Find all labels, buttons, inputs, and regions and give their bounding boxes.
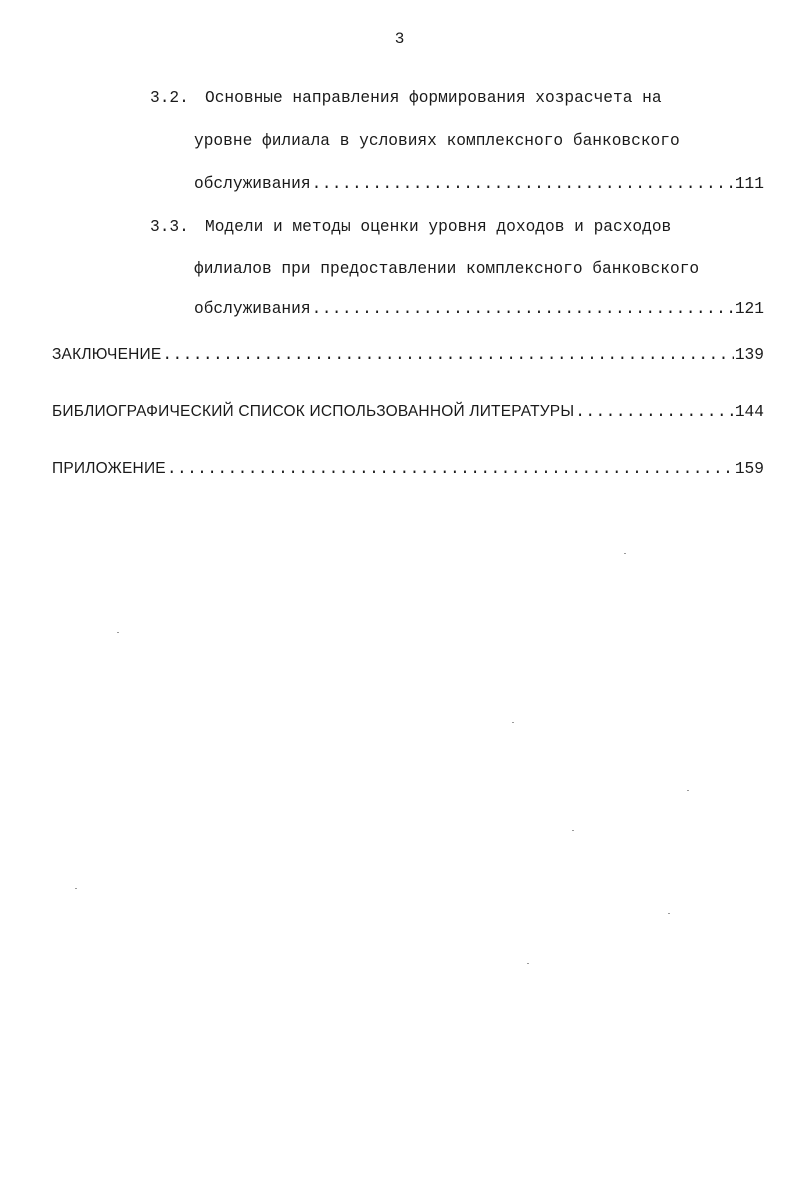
toc-section-number: 3.2. [150, 89, 189, 107]
dot-leader [312, 174, 734, 194]
toc-section-title-line: Модели и методы оценки уровня доходов и расходов [205, 218, 672, 236]
toc-chapter-title: ПРИЛОЖЕНИЕ [52, 460, 166, 477]
toc-entry-last-line [194, 299, 764, 319]
page-number: 3 [394, 30, 405, 48]
toc-section-title-line: филиалов при предоставлении комплексного банковского [194, 260, 700, 278]
toc-chapter-entry [52, 402, 764, 422]
scan-speck [117, 632, 119, 633]
scan-speck [527, 963, 529, 964]
toc-page-ref: 144 [734, 403, 764, 421]
toc-page-ref: 139 [734, 346, 764, 364]
dot-leader [167, 459, 734, 479]
toc-chapter-entry [52, 459, 764, 479]
toc-chapter-title: ЗАКЛЮЧЕНИЕ [52, 346, 162, 363]
toc-page-ref: 111 [734, 175, 764, 193]
scan-speck [668, 913, 670, 914]
dot-leader [312, 299, 734, 319]
toc-section-title-line: обслуживания [194, 300, 311, 318]
scan-speck [75, 888, 77, 889]
scan-speck [512, 722, 514, 723]
toc-entry-last-line [194, 174, 764, 194]
toc-section-number: 3.3. [150, 218, 189, 236]
dot-leader [575, 402, 734, 422]
toc-section-title-line: обслуживания [194, 175, 311, 193]
scan-speck [572, 830, 574, 831]
scan-speck [687, 790, 689, 791]
toc-section-title-line: уровне филиала в условиях комплексного банковского [194, 132, 680, 150]
dot-leader [162, 345, 733, 365]
toc-page-ref: 121 [734, 300, 764, 318]
toc-section-title-line: Основные направления формирования хозрасчета на [205, 89, 662, 107]
toc-chapter-title: БИБЛИОГРАФИЧЕСКИЙ СПИСОК ИСПОЛЬЗОВАННОЙ ЛИТЕРАТУРЫ [52, 403, 575, 420]
toc-chapter-entry [52, 345, 764, 365]
toc-page-ref: 159 [734, 460, 764, 478]
scan-speck [624, 553, 626, 554]
